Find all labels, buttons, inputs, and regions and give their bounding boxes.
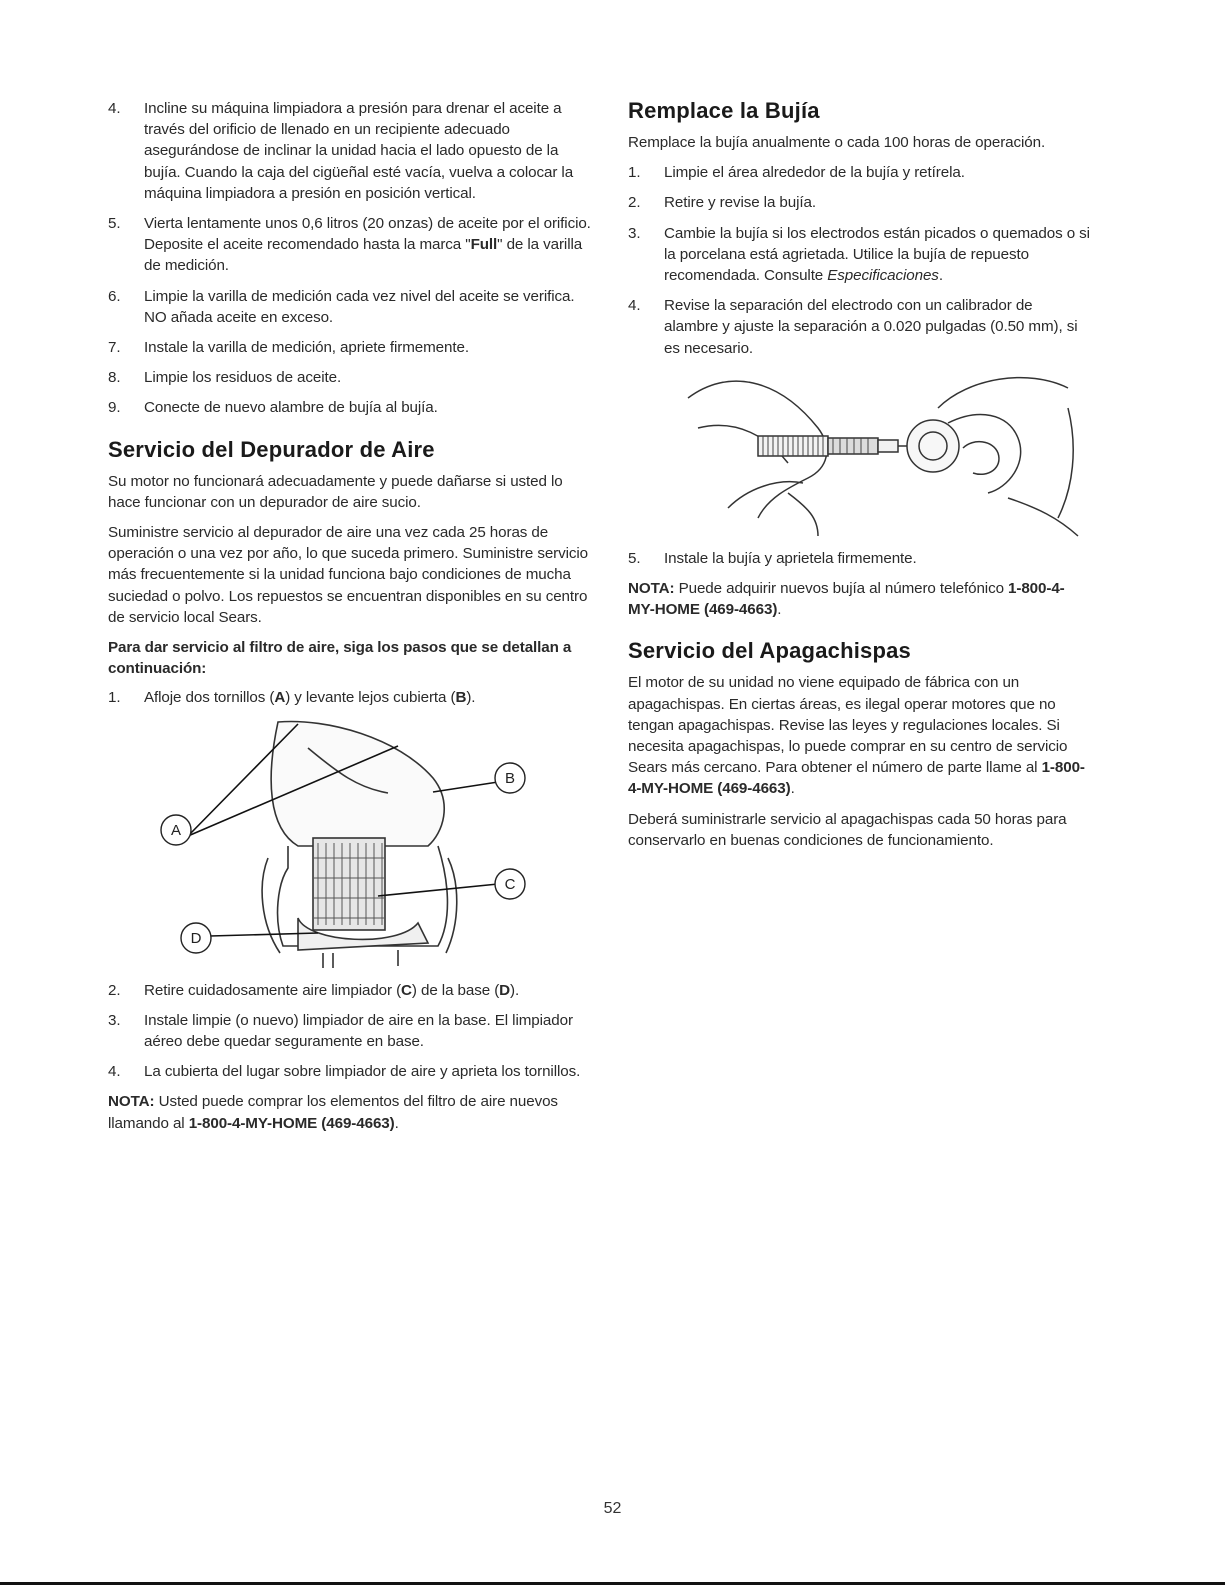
air-para-2: Suministre servicio al depurador de aire una vez cada 25 horas de operación o una vez por año, lo que suceda primero. Suministre servicio más frecuentemente si la unidad funciona bajo condiciones de mucha suciedad o polvo. Los repuestos se encuentran disponibles en su centro de servicio local Sears. (108, 524, 589, 626)
oil-step-7: 7. Instale la varilla de medición, apriete firmemente. (108, 339, 469, 357)
air-step-1: 1. Afloje dos tornillos (A) y levante lejos cubierta (B). (108, 689, 476, 707)
oil-step-9: 9. Conecte de nuevo alambre de bujía al bujía. (108, 399, 438, 417)
air-step-2: 2. Retire cuidadosamente aire limpiador (C) de la base (D). (108, 981, 520, 999)
label-d: D (190, 929, 202, 947)
air-para-1: Su motor no funcionará adecuadamente y puede dañarse si usted lo hace funcionar con un depurador de aire sucio. (108, 472, 563, 511)
oil-step-4: 4. Incline su máquina limpiadora a presión para drenar el aceite a través del orificio de llenado en un recipiente adecuado asegurándose de inclinar la unidad hacia el lado opuesto de la bujía. Cuando la caja del cigüeñal esté vacía, vuelva a colocar la máquina limpiadora a presión en posición vertical. (108, 100, 574, 202)
air-cleaner-illustration (148, 718, 588, 970)
air-note: NOTA: Usted puede comprar los elementos del filtro de aire nuevos llamando al 1-800-4-MY-HOME (469-4663). (108, 1093, 558, 1132)
spark-para-1: El motor de su unidad no viene equipado de fábrica con un apagachispas. En ciertas áreas, es ilegal operar motores que no tengan apagachispas. Revise las leyes y regulaciones locales. Si necesita apagachispas, lo puede comprar en su centro de servicio Sears más cercano. Para obtener el número de parte llame al 1-800-4-MY-HOME (469-4663). (628, 674, 1085, 798)
air-cleaner-heading: Servicio del Depurador de Aire (108, 436, 435, 462)
oil-step-6: 6. Limpie la varilla de medición cada vez nivel del aceite se verifica. NO añada aceite en exceso. (108, 287, 575, 326)
spark-arrestor-heading: Servicio del Apagachispas (628, 638, 911, 664)
label-a: A (170, 821, 182, 839)
plug-step-5: 5. Instale la bujía y aprietela firmemente. (628, 549, 917, 567)
spark-plug-heading: Remplace la Bujía (628, 98, 820, 123)
spark-para-2: Deberá suministrarle servicio al apagachispas cada 50 horas para conservarlo en buenas condiciones de funcionamiento. (628, 810, 1067, 849)
oil-step-8: 8. Limpie los residuos de aceite. (108, 369, 342, 387)
spark-plug-gap-illustration (668, 368, 1088, 538)
plug-step-1: 1. Limpie el área alrededor de la bujía y retírela. (628, 164, 965, 182)
air-lead: Para dar servicio al filtro de aire, siga los pasos que se detallan a continuación: (108, 639, 572, 678)
plug-step-3: 3. Cambie la bujía si los electrodos están picados o quemados o si la porcelana está agrietada. Utilice la bujía de repuesto recomendada. Consulte Especificaciones. (628, 224, 1090, 285)
plug-intro: Remplace la bujía anualmente o cada 100 horas de operación. (628, 134, 1046, 151)
oil-step-5: 5. Vierta lentamente unos 0,6 litros (20 onzas) de aceite por el orificio. Deposite el aceite recomendado hasta la marca "Full" de la varilla de medición. (108, 215, 591, 275)
plug-step-4: 4. Revise la separación del electrodo con un calibrador de alambre y ajuste la separación a 0.020 pulgadas (0.50 mm), si es necesario. (628, 297, 1078, 357)
label-c: C (504, 875, 516, 893)
plug-note: NOTA: Puede adquirir nuevos bujía al número telefónico 1-800-4-MY-HOME (469-4663). (628, 580, 1065, 619)
left-column (108, 98, 592, 1143)
plug-step-2: 2. Retire y revise la bujía. (628, 194, 816, 212)
right-column (628, 98, 1090, 860)
air-step-4: 4. La cubierta del lugar sobre limpiador de aire y aprieta los tornillos. (108, 1063, 581, 1081)
air-step-3: 3. Instale limpie (o nuevo) limpiador de aire en la base. El limpiador aéreo debe quedar seguramente en base. (108, 1011, 573, 1051)
page-number: 52 (603, 1500, 622, 1517)
label-b: B (504, 769, 516, 787)
oil-steps-list (108, 98, 592, 419)
